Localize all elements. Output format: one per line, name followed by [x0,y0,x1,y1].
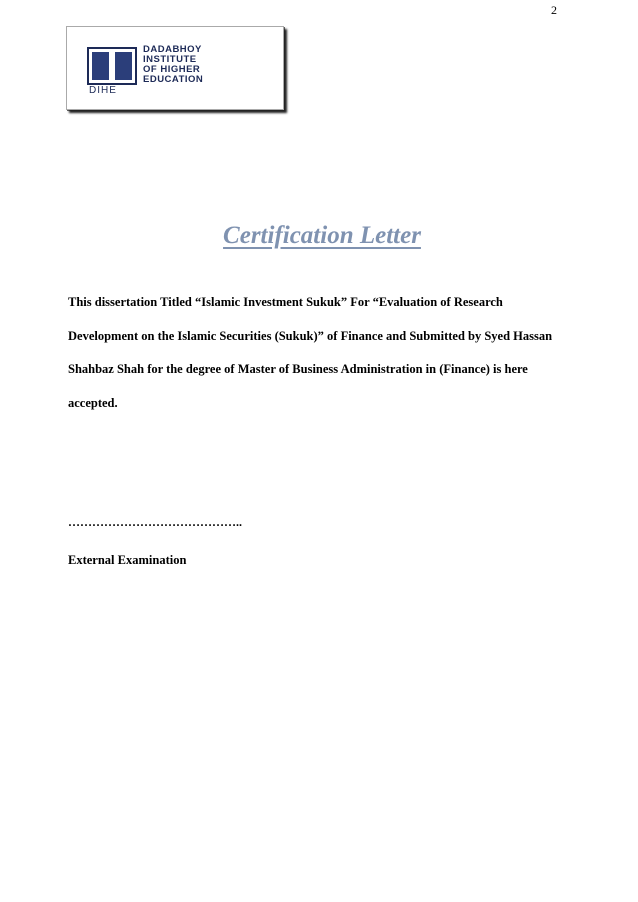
logo-abbreviation: DIHE [89,83,133,96]
institute-logo [66,26,284,110]
body-line-2: Development on the Islamic Securities (Sukuk)” of Finance and Submitted by Syed Hassan [68,329,553,343]
logo-line-3: OF HIGHER [143,64,201,75]
document-title [0,222,638,250]
logo-line-1: DADABHOY [143,44,202,55]
emblem-right-bar [115,52,132,80]
page-number: 2 [551,3,557,17]
signature-line: …………………………………….. [68,515,242,529]
logo-line-4: EDUCATION [143,74,204,85]
body-line-4: accepted. [68,396,118,410]
logo-line-2: INSTITUTE [143,54,197,65]
emblem-left-bar [92,52,109,80]
signature-label: External Examination [68,553,187,567]
logo-wordmark [143,45,203,85]
logo-emblem-icon [87,47,137,85]
body-line-3: Shahbaz Shah for the degree of Master of Business Administration in (Finance) is here [68,362,528,376]
logo-content [75,41,275,97]
document-title-text: Certification Letter [223,222,421,249]
body-line-1: This dissertation Titled “Islamic Investment Sukuk” For “Evaluation of Research [68,295,503,309]
